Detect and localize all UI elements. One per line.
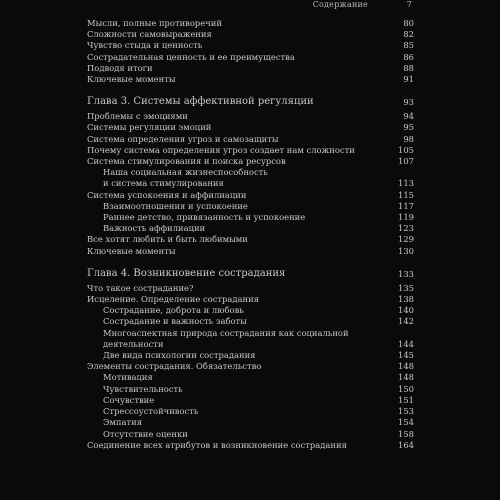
toc-entry-title: Ключевые моменты — [87, 74, 176, 85]
toc-entry-title: Почему система определения угроз создает нам сложности — [87, 144, 355, 155]
toc-entry — [87, 246, 414, 257]
chapter-page: 133 — [398, 268, 414, 279]
toc-entry-page: 123 — [398, 223, 414, 234]
toc-entry-title: Сострадательная ценность и ее преимущества — [87, 51, 295, 62]
toc-entry — [87, 74, 414, 85]
toc-entry — [87, 18, 414, 29]
toc-entry — [87, 361, 414, 372]
toc-block-2 — [87, 111, 414, 167]
toc-entry-page: 115 — [398, 189, 414, 200]
toc-entry-page: 94 — [403, 111, 414, 122]
toc-entry-page: 91 — [403, 74, 414, 85]
toc-entry-title: и система стимулирования — [103, 178, 224, 189]
toc-entry-title: Раннее детство, привязанность и успокоение — [103, 212, 306, 223]
chapter-3-heading — [87, 95, 414, 109]
toc-entry — [87, 111, 414, 122]
toc-entry-page: 129 — [398, 234, 414, 245]
toc-entry — [87, 223, 414, 234]
toc-entry-page: 85 — [403, 40, 414, 51]
toc-entry-title: Сострадание и важность заботы — [103, 316, 247, 327]
toc-entry-page: 117 — [398, 200, 414, 211]
toc-entry — [87, 52, 414, 63]
toc-entry-title: Система определения угроз и самозащиты — [87, 133, 279, 144]
toc-entry-page: 151 — [398, 394, 414, 405]
toc-entry-page: 158 — [398, 428, 414, 439]
toc-entry-title: Что такое сострадание? — [87, 282, 194, 293]
toc-entry-page: 150 — [398, 383, 414, 394]
toc-entry-multiline — [87, 328, 414, 339]
page-number: 7 — [406, 0, 412, 9]
toc-entry-title: Сложности самовыражения — [87, 29, 212, 40]
toc-block-3c — [87, 350, 414, 451]
toc-entry-title: деятельности — [103, 338, 164, 349]
toc-entry-title: Система успокоения и аффилиации — [87, 189, 247, 200]
toc-entry-page: 86 — [403, 51, 414, 62]
toc-entry-page: 82 — [403, 29, 414, 40]
toc-entry-title: Эмпатия — [103, 417, 142, 428]
toc-entry — [87, 134, 414, 145]
toc-entry — [87, 122, 414, 133]
toc-entry-page: 148 — [398, 361, 414, 372]
toc-entry-page: 144 — [398, 338, 414, 349]
toc-entry — [87, 372, 414, 383]
toc-entry — [87, 190, 414, 201]
toc-entry-page: 142 — [398, 316, 414, 327]
toc-block-3 — [87, 283, 414, 328]
toc-entry — [87, 201, 414, 212]
toc-entry-page: 154 — [398, 417, 414, 428]
chapter-title: Глава 4. Возникновение сострадания — [87, 267, 286, 279]
running-head-title: Содержание — [312, 0, 368, 9]
toc-entry — [87, 417, 414, 428]
toc-entry — [87, 234, 414, 245]
toc-block-2c — [87, 190, 414, 257]
toc-entry — [87, 305, 414, 316]
toc-entry-title: Система стимулирования и поиска ресурсов — [87, 156, 286, 167]
toc-entry-title: Сочувствие — [103, 394, 155, 405]
toc-entry — [87, 29, 414, 40]
toc-entry-page: 113 — [398, 178, 414, 189]
toc-entry-page: 138 — [398, 294, 414, 305]
toc-entry-title: Многоаспектная природа сострадания как социальной — [103, 327, 349, 338]
toc-entry-page: 130 — [398, 245, 414, 256]
toc-entry — [87, 283, 414, 294]
toc-entry — [87, 384, 414, 395]
toc-entry-title: Ключевые моменты — [87, 245, 176, 256]
toc-entry-page: 88 — [403, 62, 414, 73]
toc-entry-title: Наша социальная жизнеспособность — [103, 167, 268, 178]
toc-entry-title: Все хотят любить и быть любимыми — [87, 234, 248, 245]
toc-entry-title: Стрессоустойчивость — [103, 406, 199, 417]
toc-entry-page: 140 — [398, 305, 414, 316]
toc-entry — [87, 294, 414, 305]
toc-entry-page: 119 — [398, 212, 414, 223]
toc-entry-title: Подводя итоги — [87, 62, 153, 73]
toc-entry-title: Взаимоотношения и успокоение — [103, 200, 248, 211]
toc-entry — [87, 316, 414, 327]
toc-entry-title: Две вида психологии сострадания — [103, 350, 256, 361]
toc-entry-title: Сострадание, доброта и любовь — [103, 305, 244, 316]
toc-entry — [87, 156, 414, 167]
toc-entry — [87, 440, 414, 451]
toc-entry-title: Исцеление. Определение сострадания — [87, 294, 260, 305]
chapter-page: 93 — [403, 97, 414, 108]
toc-entry-title: Мотивация — [103, 372, 153, 383]
toc-entry — [87, 145, 414, 156]
toc-entry-page: 98 — [403, 133, 414, 144]
toc-entry-multiline-cont — [87, 339, 414, 350]
toc-entry-title: Важность аффилиации — [103, 223, 206, 234]
toc-entry-title: Элементы сострадания. Обязательство — [87, 361, 262, 372]
toc-entry-title: Чувствительность — [103, 383, 183, 394]
toc-entry-title: Отсутствие оценки — [103, 428, 188, 439]
toc-entry-page: 164 — [398, 439, 414, 450]
toc-block-1 — [87, 18, 414, 85]
toc-entry — [87, 406, 414, 417]
toc-entry-page: 80 — [403, 18, 414, 28]
toc-entry-page: 135 — [398, 282, 414, 293]
table-of-contents — [87, 18, 414, 451]
chapter-title: Глава 3. Системы аффективной регуляции — [87, 96, 314, 108]
toc-entry-page: 107 — [398, 156, 414, 167]
toc-entry-multiline — [87, 167, 414, 178]
toc-entry-page: 95 — [403, 122, 414, 133]
toc-entry-title: Соединение всех атрибутов и возникновение сострадания — [87, 439, 347, 450]
toc-entry — [87, 350, 414, 361]
toc-entry-page: 153 — [398, 406, 414, 417]
toc-entry — [87, 40, 414, 51]
running-head — [313, 0, 412, 9]
toc-entry — [87, 429, 414, 440]
toc-entry — [87, 395, 414, 406]
toc-entry-title: Проблемы с эмоциями — [87, 111, 188, 122]
toc-entry-page: 148 — [398, 372, 414, 383]
toc-entry-title: Системы регуляции эмоций — [87, 122, 212, 133]
chapter-4-heading — [87, 267, 414, 281]
toc-entry-page: 105 — [398, 144, 414, 155]
toc-entry-title: Мысли, полные противоречий — [87, 18, 222, 28]
toc-entry — [87, 212, 414, 223]
toc-entry-page: 145 — [398, 350, 414, 361]
toc-entry-title: Чувство стыда и ценность — [87, 40, 203, 51]
toc-entry — [87, 63, 414, 74]
toc-entry-multiline-cont — [87, 178, 414, 189]
